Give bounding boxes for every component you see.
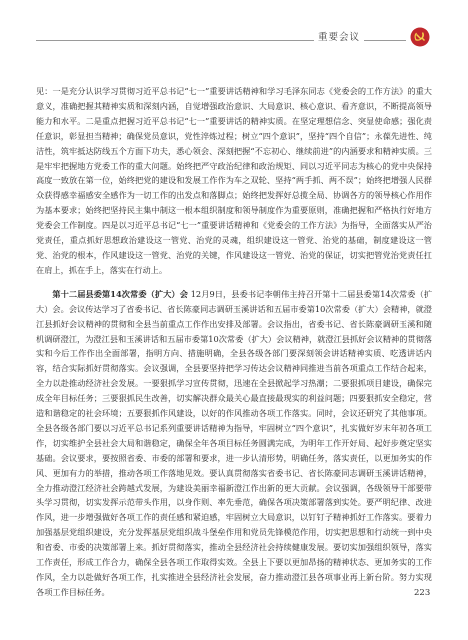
paragraph-gap [36, 278, 432, 287]
paragraph-1 [36, 84, 432, 278]
page-number: 223 [414, 588, 431, 598]
section-title: 重要会议 [314, 29, 364, 43]
paragraph-2 [36, 287, 432, 600]
page-header [0, 0, 468, 60]
body-text [36, 84, 432, 600]
paragraph-2-text: 12月9日，县委书记李朝伟主持召开第十二届县委第14次常委（扩大）会。会议传达学习了省委书记、省长陈豪同志调研玉溪讲话和五届市委第10次常委（扩大）会精神，就澄江县抓好会议精神的贯彻和全县当前重点工作作出安排及部署。会议指出，省委书记、省长陈豪调研玉溪和随机调研澄江，为澄江县和玉溪讲话和五届市委第10次常委（扩大）会议精神，就澄江县抓好会议精神的贯彻落实和今后工作作出全面部署，指明方向、措施明确，全县各级各部门要深刻领会讲话精神实质、吃透讲话内容，结合实际抓好贯彻落实。会议强调，全县要坚持把学习传达会议精神同推进当前各项重点工作结合起来，全力以赴推动经济社会发展。一要狠抓学习宣传贯彻，迅速在全县掀起学习热潮；二要狠抓项目建设，确保完成全年目标任务；三要狠抓民生改善，切实解决群众最关心最直接最现实的利益问题；四要狠抓安全稳定，营造和谐稳定的社会环境；五要狠抓作风建设，以好的作风推动各项工作落实。同时，会议还研究了其他事项。全县各级各部门要以习近平总书记系列重要讲话精神为指导，牢固树立“四个意识”，扎实做好岁末年初各项工作，切实维护全县社会大局和谐稳定，确保全年各项目标任务圆满完成，为明年工作开好局、起好步奠定坚实基础。会议要求，要按照省委、市委的部署和要求，进一步认清形势，明确任务，落实责任，以更加务实的作风、更加有力的举措，推动各项工作落地见效。要认真贯彻落实省委书记、省长陈豪同志调研玉溪讲话精神，全力推动澄江经济社会跨越式发展，为建设美丽幸福新澄江作出新的更大贡献。会议强调，各级领导干部要带头学习贯彻，切实发挥示范带头作用，以身作则、率先垂范，确保各项决策部署落到实处。要严明纪律、改进作风，进一步增强做好各项工作的责任感和紧迫感，牢固树立大局意识，以钉钉子精神抓好工作落实。要着力加强基层党组织建设，充分发挥基层党组织战斗堡垒作用和党员先锋模范作用，切实把思想和行动统一到中央和省委、市委的决策部署上来。抓好贯彻落实，推动全县经济社会持续健康发展。要切实加强组织领导，落实工作责任，形成工作合力，确保全县各项工作取得实效。全县上下要以更加昂扬的精神状态、更加务实的工作作风，全力以赴做好各项工作，扎实推进全县经济社会发展，奋力推动澄江县各项事业再上新台阶。努力实现各项工作目标任务。 [36, 288, 433, 597]
paragraph-1-text: 见：一是充分认识学习贯彻习近平总书记“七一”重要讲话精神和学习毛泽东同志《党委会的工作方法》的重大意义，准确把握其精神实质和深刻内涵，自觉增强政治意识、大局意识、核心意识、看齐意识，不断提高领导能力和水平。二是重点把握习近平总书记“七一”重要讲话的精神实质。在坚定理想信念、突显使命感；强化责任意识，彰显担当精神；确保党员意识，党性淬炼过程；树立“四个意识”，坚持“四个自信”；永葆先进性、纯洁性，筑牢抵达防线五个方面下功夫，悉心领会、深刻把握“不忘初心、继续前进”的内涵要求和精神实质。三是牢牢把握地方党委工作的重大问题。始终把严守政治纪律和政治规矩、同以习近平同志为核心的党中央保持高度一致放在第一位，始终把党的建设和发展工作作为车之双轮、坚持“两手抓、两不误”；始终把增强人民群众获得感幸福感安全感作为一切工作的出发点和落脚点；始终把发挥好总揽全局、协调各方的领导核心作用作为基本要求；始终把坚持民主集中制这一根本组织制度和领导制度作为重要原则，准确把握和严格执行好地方党委会工作制度。四是以习近平总书记“七一”重要讲话精神和《党委会的工作方法》为指导，全面落实从严治党责任，重点抓好思想政治建设这一管党、治党的灵魂，组织建设这一管党、治党的基础，制度建设这一管党、治党的根本，作风建设这一管党、治党的关键，作风建设这一管党、治党的保证，切实把管党治党责任扛在肩上，抓在手上，落实在行动上。 [36, 86, 432, 275]
party-emblem-icon [410, 27, 430, 47]
meeting-heading: 第十二届县委第14次常委（扩大）会 [52, 288, 188, 299]
